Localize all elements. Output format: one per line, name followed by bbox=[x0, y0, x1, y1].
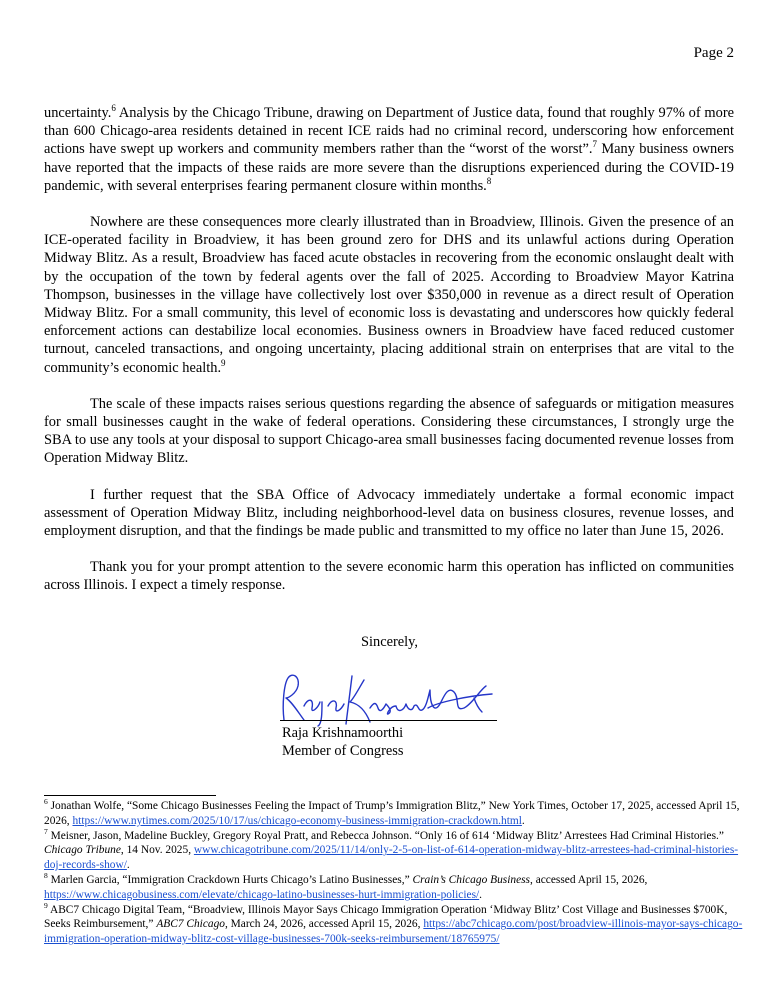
page-number: Page 2 bbox=[693, 45, 734, 61]
paragraph-5: Thank you for your prompt attention to the severe economic harm this operation has inflicted on communities across Illinois. I expect a timely response. bbox=[44, 559, 734, 594]
signature-line bbox=[280, 720, 497, 721]
footnote-ref-8[interactable]: 8 bbox=[486, 176, 492, 187]
signer-title: Member of Congress bbox=[282, 743, 404, 759]
footnote-ref-7[interactable]: 7 bbox=[592, 139, 597, 150]
footnote-6: $^6$ Jonathan Wolfe, “Some Chicago Businesses Feeling the Impact of Trump’s Immigration Blitz,” New York Times, October 17, 2025, accessed April 15, 2026, https://www.nytimes.com/2025/10/17/us/chicago-economy-business-immigration-crackdown.html. bbox=[44, 797, 740, 827]
footnote-7: $^7$ Meisner, Jason, Madeline Buckley, Gregory Royal Pratt, and Rebecca Johnson. “Only 16 of 614 ‘Midway Blitz’ Arrestees Had Criminal Histories.” Chicago Tribune, 14 Nov. 2025, www.chicagotribune.com/2025/11/14/only-2-5-on-list-of-614-operation-midway-blitz-arrestees-had-criminal-histories-doj-records-show/. bbox=[44, 826, 739, 872]
paragraph-3: The scale of these impacts raises serious questions regarding the absence of safeguards or mitigation measures for small businesses caught in the wake of federal operations. Considering these circumstances, I strongly urge the SBA to use any tools at your disposal to support Chicago-area small businesses facing documented revenue losses from Operation Midway Blitz. bbox=[44, 395, 734, 467]
footnote-9: $^9$ ABC7 Chicago Digital Team, “Broadview, Illinois Mayor Says Chicago Immigration Operation ‘Midway Blitz’ Cost Village and Businesses $700K, Seeks Reimbursement,” ABC7 Chicago, March 24, 2026, accessed April 15, 2026, https://abc7chicago.com/post/broadview-illinois-mayor-says-chicago-immigration-operation-midway-blitz-cost-village-businesses-700k-seeks-reimbursement/18765975/ bbox=[44, 900, 743, 946]
footnote-8-link[interactable]: https://www.chicagobusiness.com/elevate/chicago-latino-businesses-hurt-immigration-policies/ bbox=[44, 888, 480, 901]
footnote-ref-9[interactable]: 9 bbox=[221, 357, 226, 368]
footnote-7-link[interactable]: www.chicagotribune.com/2025/11/14/only-2-5-on-list-of-614-operation-midway-blitz-arrestees-had-criminal-histories-doj-records-show/ bbox=[44, 844, 739, 872]
closing: Sincerely, bbox=[361, 634, 419, 650]
footnote-9-link[interactable]: https://abc7chicago.com/post/broadview-illinois-mayor-says-chicago-immigration-operation-midway-blitz-cost-village-businesses-700k-seeks-reimbursement/18765975/ bbox=[44, 918, 743, 946]
letter-body bbox=[44, 104, 734, 613]
signer-block bbox=[282, 724, 404, 760]
paragraph-2: Nowhere are these consequences more clearly illustrated than in Broadview, Illinois. Given the presence of an ICE-operated facility in Broadview, it has been ground zero for DHS and its unlawful actions during Operation Midway Blitz. As a result, Broadview has faced acute obstacles in recovering from the economic onslaught dealt with by the occupation of the town by federal agents over the fall of 2025. According to Broadview Mayor Katrina Thompson, businesses in the village have collectively lost over $350,000 in revenue as a direct result of Operation Midway Blitz. For a small community, this level of economic loss is devastating and underscores how quickly federal enforcement actions can destabilize local economies. Business owners in Broadview have faced reduced customer turnout, canceled transactions, and ongoing uncertainty, placing additional strain on enterprises that are vital to the community’s economic health.$^9$ bbox=[44, 214, 734, 376]
paragraph-4: I further request that the SBA Office of Advocacy immediately undertake a formal economic impact assessment of Operation Midway Blitz, including neighborhood-level data on business closures, revenue losses, and employment disruption, and that the findings be made public and transmitted to my office no later than June 15, 2026. bbox=[44, 486, 734, 540]
signer-name: Raja Krishnamoorthi bbox=[282, 725, 404, 741]
signature-image bbox=[278, 668, 500, 728]
footnotes bbox=[44, 799, 744, 947]
footnote-separator bbox=[44, 795, 216, 796]
footnote-ref-6[interactable]: 6 bbox=[111, 103, 116, 114]
footnote-8: $^8$ Marlen Garcia, “Immigration Crackdown Hurts Chicago’s Latino Businesses,” Crain’s Chicago Business, accessed April 15, 2026, https://www.chicagobusiness.com/elevate/chicago-latino-businesses-hurt-immigration-policies/. bbox=[44, 871, 648, 901]
paragraph-1: uncertainty.$^6$ Analysis by the Chicago Tribune, drawing on Department of Justice data, found that roughly 97% of more than 600 Chicago-area residents detained in recent ICE raids had no criminal record, underscoring how enforcement actions have swept up workers and community members rather than the “worst of the worst”.$^7$ Many business owners have reported that the impacts of these raids are more severe than the disruptions experienced during the COVID-19 pandemic, with several enterprises fearing permanent closure within months.$^8$ bbox=[44, 103, 735, 194]
footnote-6-link[interactable]: https://www.nytimes.com/2025/10/17/us/chicago-economy-business-immigration-crackdown.html bbox=[72, 814, 522, 827]
